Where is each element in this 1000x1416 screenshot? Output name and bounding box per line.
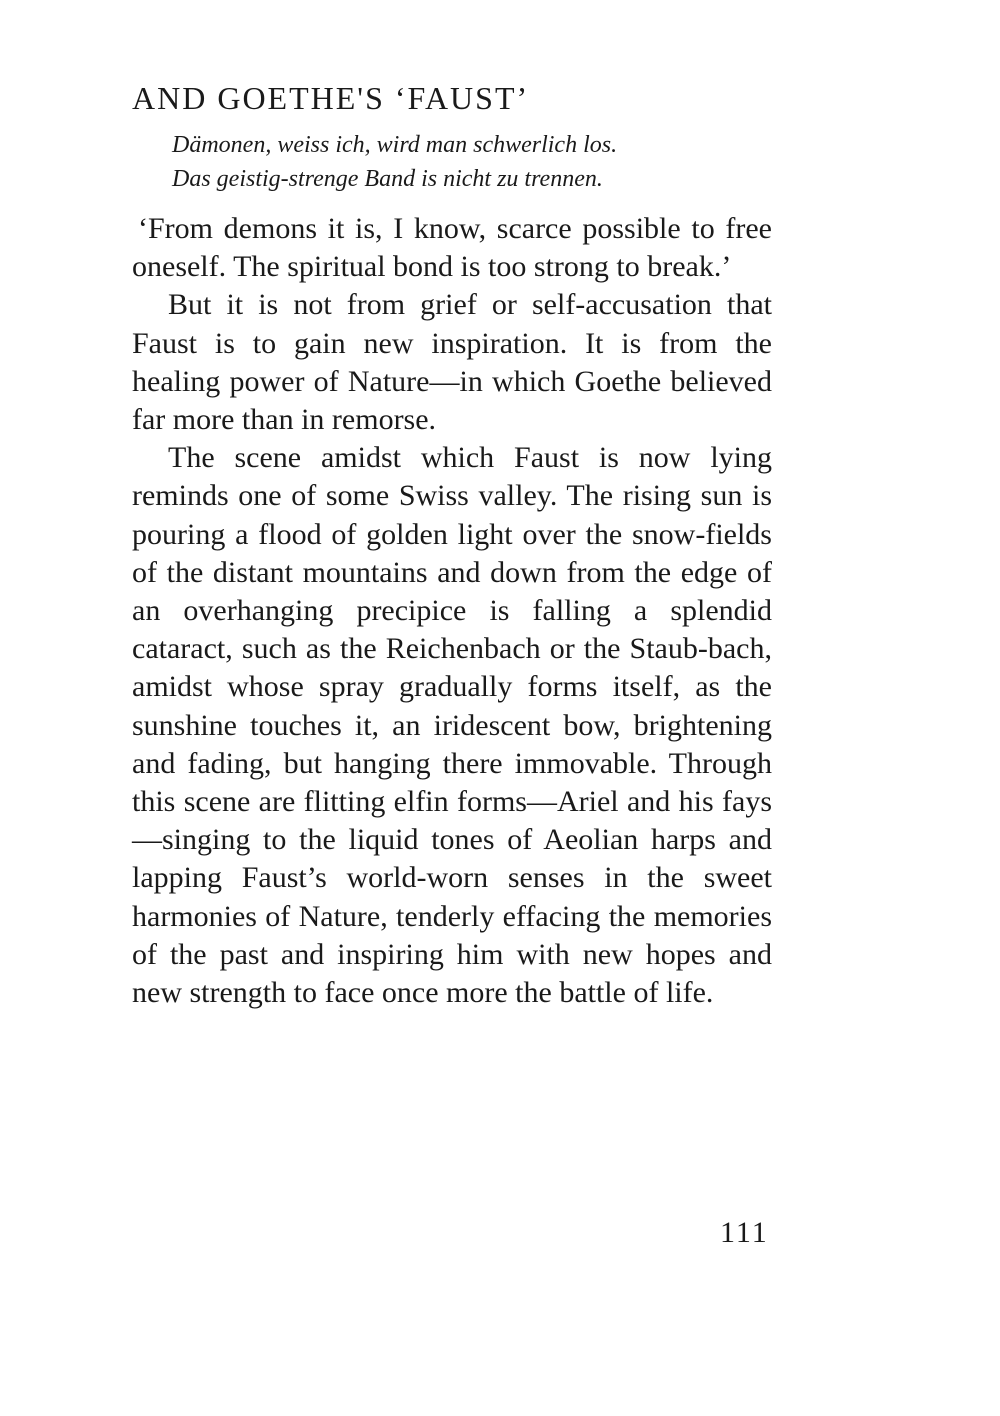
book-page — [132, 78, 772, 1012]
running-title: AND GOETHE'S ‘FAUST’ — [132, 80, 530, 116]
epigraph-line: Dämonen, weiss ich, wird man schwerlich los. — [172, 132, 618, 158]
german-epigraph — [172, 128, 772, 196]
epigraph-line: Das geistig-strenge Band is nicht zu trennen. — [172, 166, 603, 192]
body-paragraph: The scene amidst which Faust is now lying reminds one of some Swiss valley. The rising sun is pouring a flood of golden light over the snow-fields of the distant mountains and down from the edge of an overhanging precipice is falling a splendid cataract, such as the Reichenbach or the Staub-bach, amidst whose spray gradually forms itself, as the sunshine touches it, an iridescent bow, brightening and fading, but hanging there immovable. Through this scene are flitting elfin forms—Ariel and his fays—singing to the liquid tones of Aeolian harps and lapping Faust’s world-worn senses in the sweet harmonies of Nature, tenderly effacing the memories of the past and inspiring him with new hopes and new strength to face once more the battle of life. — [132, 441, 772, 1010]
page-number: 111 — [720, 1216, 769, 1249]
body-paragraph: But it is not from grief or self-accusation that Faust is to gain new inspiration. It is from the healing power of Nature—in which Goethe believed far more than in remorse. — [132, 288, 772, 437]
translation-paragraph: ‘From demons it is, I know, scarce possible to free oneself. The spiritual bond is too strong to break.’ — [132, 212, 772, 284]
